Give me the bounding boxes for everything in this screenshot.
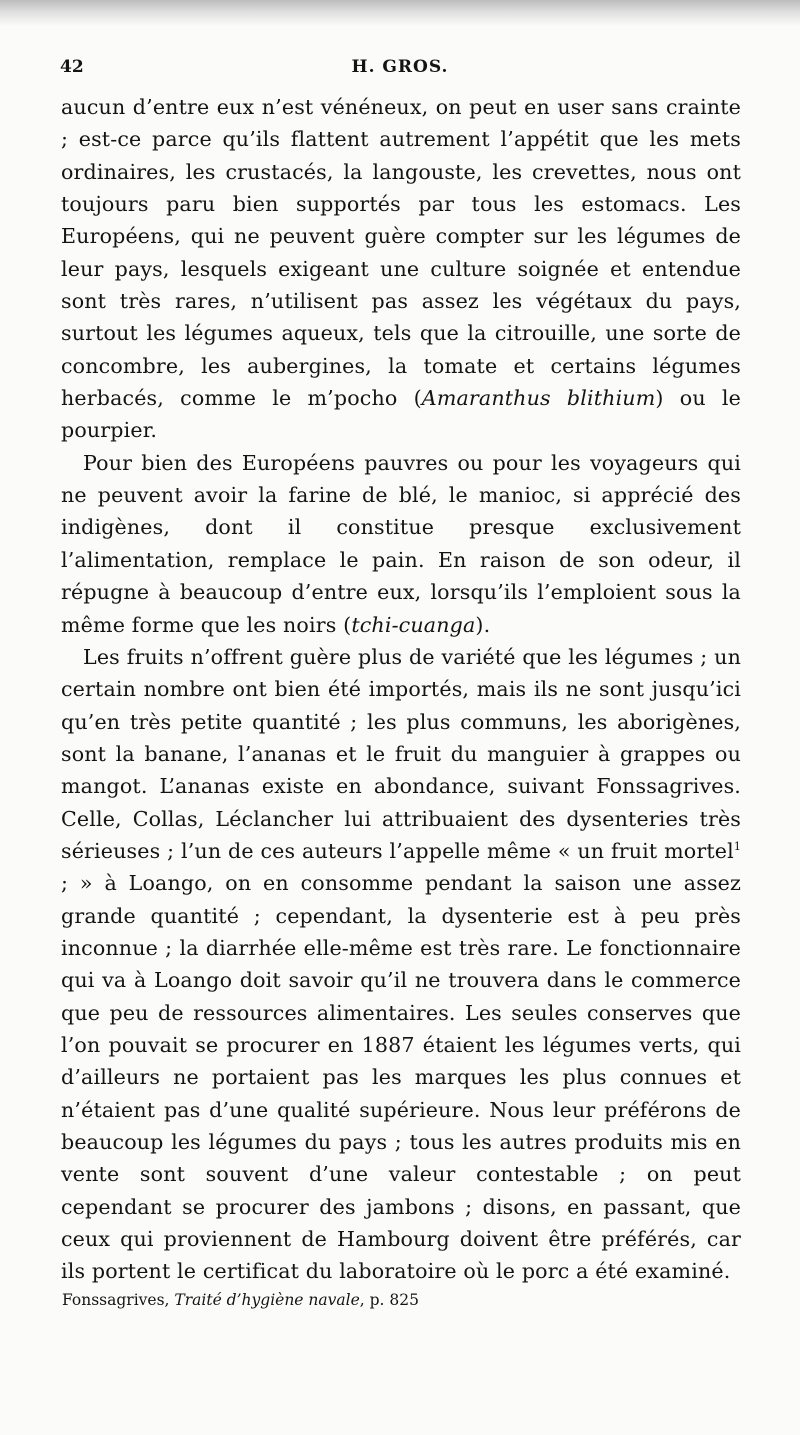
text-run: ). (475, 612, 491, 637)
text-run: aucun d’entre eux n’est vénéneux, on peut en user sans crainte ; est-ce parce qu’ils flattent autrement l’appétit que les mets ordinaires, les crustacés, la langouste, les crevettes, nous ont toujours paru bien supportés par tous les estomacs. Les Européens, qui ne peuvent guère compter sur les légumes de leur pays, lesquels exigeant une culture soignée et entendue sont très rares, n’utilisent pas assez les végétaux du pays, surtout les légumes aqueux, tels que la citrouille, une sorte de concombre, les aubergines, la tomate et certains légumes herbacés, comme le m’pocho ( (61, 95, 741, 411)
body-text (61, 91, 741, 1288)
scan-shadow (0, 0, 800, 26)
italic-term: tchi-cuanga (351, 612, 476, 637)
footnote-title: Traité d’hygiène navale (174, 1291, 360, 1309)
text-run: Les fruits n’offrent guère plus de variété que les légumes ; un certain nombre ont bien été importés, mais ils ne sont jusqu’ici qu’en très petite quantité ; les plus communs, les aborigènes, sont la banane, l’ananas et le fruit du manguier à grappes ou mangot. L’ananas existe en abondance, suivant Fonssagrives. Celle, Collas, Léclancher lui attribuaient des dysenteries très sérieuses ; l’un de ces auteurs l’appelle même « un fruit mortel (61, 644, 741, 863)
paragraph (61, 447, 741, 641)
footnote-author: Fonssagrives, (62, 1291, 175, 1309)
text-run: ; » à Loango, on en consomme pendant la saison une assez grande quantité ; cependant, la dysenterie est à peu près inconnue ; la diarrhée elle-même est très rare. Le fonctionnaire qui va à Loango doit savoir qu’il ne trouvera dans le commerce que peu de ressources alimentaires. Les seules conserves que l’on pouvait se procurer en 1887 étaient les légumes verts, qui d’ailleurs ne portaient pas les marques les plus connues et n’étaient pas d’une qualité supérieure. Nous leur préférons de beaucoup les légumes du pays ; tous les autres produits mis en vente sont souvent d’une valeur contestable ; on peut cependant se procurer des jambons ; disons, en passant, que ceux qui proviennent de Hambourg doivent être préférés, car ils portent le certificat du laboratoire où le porc a été examiné. (61, 871, 741, 1284)
text-run: ) ou le pourpier. (61, 386, 742, 443)
paragraph (61, 91, 741, 447)
italic-term: Amaranthus blithium (421, 386, 656, 411)
footnote-marker: 1 (733, 840, 741, 854)
running-title: H. GROS. (351, 57, 449, 77)
page-number: 42 (60, 57, 84, 77)
footnote-pages: , p. 825 (359, 1291, 419, 1309)
footnote (62, 1289, 742, 1311)
paragraph (61, 641, 741, 1288)
text-run: Pour bien des Européens pauvres ou pour les voyageurs qui ne peuvent avoir la farine de blé, le manioc, si apprécié des indigènes, dont il constitue presque exclusivement l’alimentation, remplace le pain. En raison de son odeur, il répugne à beaucoup d’entre eux, lorsqu’ils l’emploient sous la même forme que les noirs ( (61, 450, 741, 637)
page-header (60, 57, 740, 81)
